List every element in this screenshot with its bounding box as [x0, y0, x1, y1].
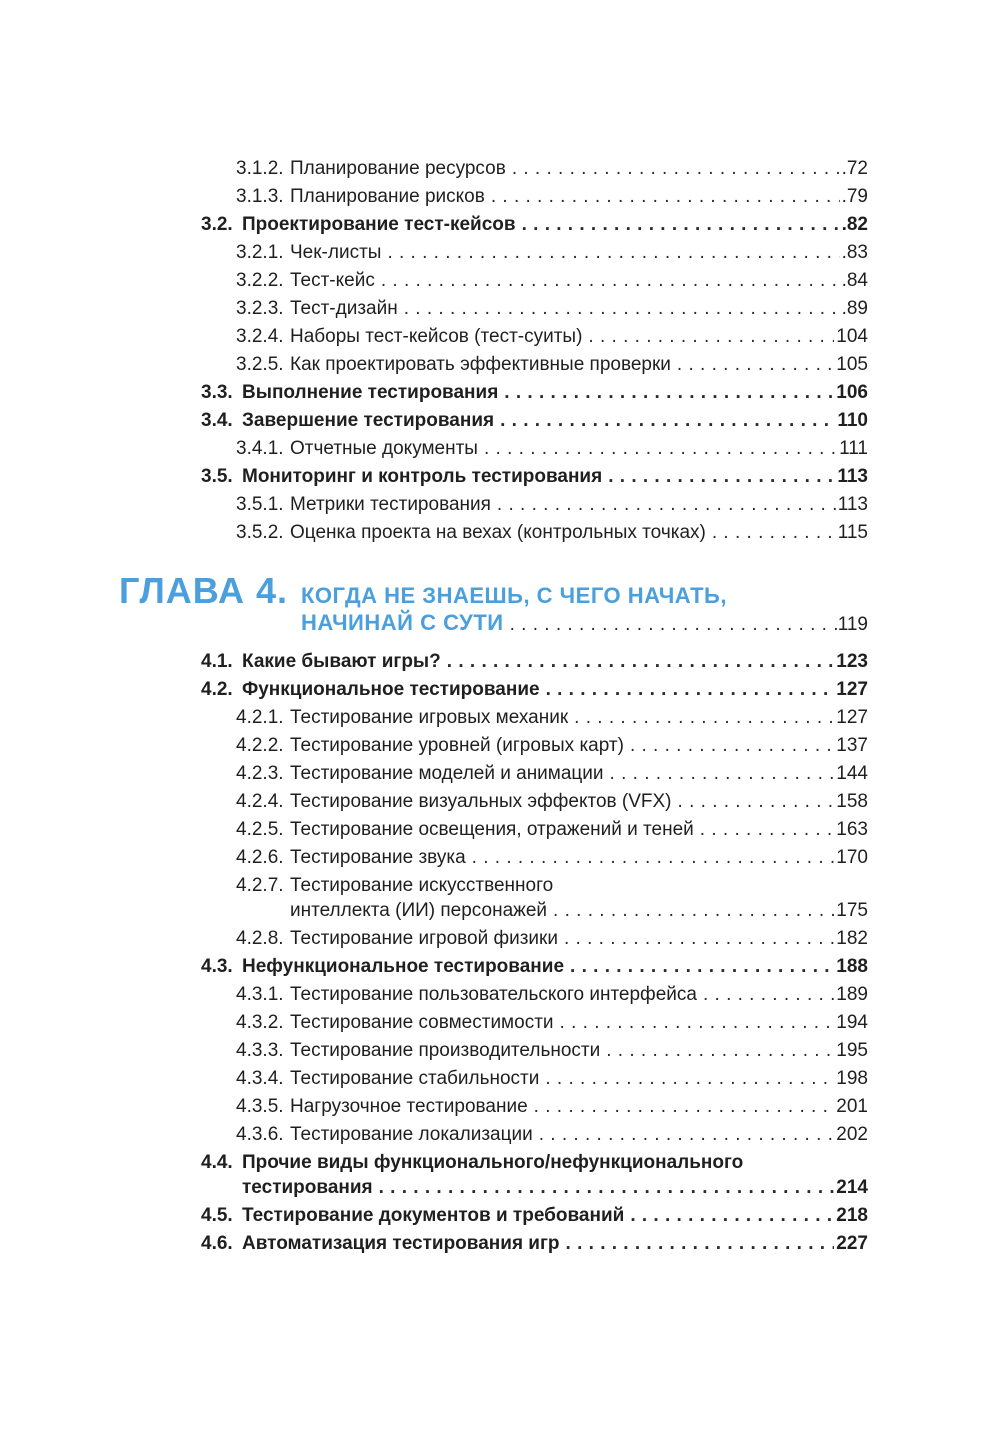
toc-entry[interactable]	[0, 211, 986, 239]
entry-number: 3.2.5.	[236, 354, 284, 375]
dot-leader	[630, 1202, 834, 1230]
dot-leader	[404, 295, 840, 323]
entry-number: 3.4.1.	[236, 438, 284, 459]
entry-number: 3.1.2.	[236, 158, 284, 179]
dot-leader	[484, 435, 837, 463]
entry-number: 3.5.	[201, 466, 233, 487]
chapter-title-row	[301, 608, 868, 640]
entry-number: 4.3.	[201, 956, 233, 977]
entry-page-number: 194	[834, 1009, 868, 1037]
entry-title: Чек-листы	[290, 239, 387, 267]
entry-title: Тестирование игровых механик	[290, 704, 574, 732]
entry-number: 4.2.1.	[236, 707, 284, 728]
entry-title: Тестирование искусственного	[290, 875, 554, 896]
entry-page-number: 201	[834, 1093, 868, 1121]
entry-page-number: 175	[834, 897, 868, 925]
dot-leader	[566, 1230, 835, 1258]
dot-leader	[678, 788, 835, 816]
dot-leader	[379, 1174, 835, 1202]
entry-title: Тестирование локализации	[290, 1121, 539, 1149]
entry-title: Какие бывают игры?	[242, 648, 447, 676]
entry-title: Завершение тестирования	[242, 407, 500, 435]
dot-leader	[570, 953, 834, 981]
toc-entry[interactable]	[0, 463, 986, 491]
entry-page-number: 182	[834, 925, 868, 953]
dot-leader	[630, 732, 834, 760]
entry-page-number: 170	[834, 844, 868, 872]
entry-page-number: 113	[835, 463, 868, 491]
toc-entry[interactable]	[0, 1149, 986, 1202]
entry-number: 3.5.1.	[236, 494, 284, 515]
toc-entry[interactable]	[0, 379, 986, 407]
entry-number: 4.2.4.	[236, 791, 284, 812]
dot-leader	[447, 648, 835, 676]
entry-title-continued: тестирования	[242, 1174, 379, 1202]
entry-page-number: 227	[834, 1230, 868, 1258]
toc-entry[interactable]	[0, 519, 986, 547]
entry-title: Тестирование звука	[290, 844, 472, 872]
entry-number: 4.1.	[201, 651, 233, 672]
entry-title: Отчетные документы	[290, 435, 484, 463]
entry-title: Тест-кейс	[290, 267, 381, 295]
toc-entry[interactable]	[0, 1230, 986, 1258]
entry-number: 3.2.3.	[236, 298, 284, 319]
entry-title: Автоматизация тестирования игр	[242, 1230, 566, 1258]
entry-number: 3.3.	[201, 382, 233, 403]
entry-number: 3.5.2.	[236, 522, 284, 543]
entry-page-number: 198	[834, 1065, 868, 1093]
chapter-title-line1: КОГДА НЕ ЗНАЕШЬ, С ЧЕГО НАЧАТЬ,	[301, 583, 727, 608]
dot-leader	[491, 183, 840, 211]
toc-entry[interactable]	[0, 648, 986, 676]
dot-leader	[560, 1009, 835, 1037]
dot-leader	[608, 463, 835, 491]
entry-number: 4.3.4.	[236, 1068, 284, 1089]
dot-leader	[546, 676, 835, 704]
entry-page-number: 115	[836, 519, 868, 547]
entry-number: 3.2.2.	[236, 270, 284, 291]
entry-number: 4.3.6.	[236, 1124, 284, 1145]
entry-page-number: 110	[835, 407, 868, 435]
entry-title: Нефункциональное тестирование	[242, 953, 570, 981]
entry-title: Тестирование производительности	[290, 1037, 606, 1065]
entry-title: Наборы тест-кейсов (тест-суиты)	[290, 323, 588, 351]
entry-number: 4.2.8.	[236, 928, 284, 949]
entry-number: 4.3.2.	[236, 1012, 284, 1033]
toc-entry[interactable]	[0, 1009, 986, 1037]
entry-title: Тестирование освещения, отражений и теней	[290, 816, 700, 844]
dot-leader	[606, 1037, 834, 1065]
entry-title: Тест-дизайн	[290, 295, 404, 323]
toc-entry[interactable]	[0, 1037, 986, 1065]
dot-leader	[553, 897, 834, 925]
dot-leader	[510, 610, 838, 640]
dot-leader	[522, 211, 840, 239]
entry-page-number: 127	[834, 704, 868, 732]
toc-entry[interactable]	[0, 491, 986, 519]
toc-entry[interactable]	[0, 1065, 986, 1093]
dot-leader	[512, 155, 840, 183]
entry-number: 4.3.3.	[236, 1040, 284, 1061]
entry-number: 3.2.4.	[236, 326, 284, 347]
toc-entry[interactable]	[0, 981, 986, 1009]
dot-leader	[545, 1065, 834, 1093]
entry-title: Мониторинг и контроль тестирования	[242, 463, 608, 491]
entry-title: Функциональное тестирование	[242, 676, 546, 704]
entry-number: 3.2.	[201, 214, 233, 235]
entry-number: 4.5.	[201, 1205, 233, 1226]
entry-title: Тестирование стабильности	[290, 1065, 545, 1093]
toc-entry[interactable]	[0, 295, 986, 323]
entry-title: Оценка проекта на вехах (контрольных точках)	[290, 519, 712, 547]
entry-number: 4.2.2.	[236, 735, 284, 756]
entry-title: Как проектировать эффективные проверки	[290, 351, 677, 379]
toc-entry[interactable]	[0, 183, 986, 211]
dot-leader	[564, 925, 834, 953]
toc-entry[interactable]	[0, 267, 986, 295]
toc-entry[interactable]	[0, 925, 986, 953]
entry-title: Выполнение тестирования	[242, 379, 504, 407]
entry-page-number: 113	[836, 491, 868, 519]
entry-title: Планирование ресурсов	[290, 155, 512, 183]
dot-leader	[497, 491, 836, 519]
dot-leader	[472, 844, 835, 872]
dot-leader	[712, 519, 836, 547]
toc-entry[interactable]	[0, 435, 986, 463]
entry-page-number: 104	[834, 323, 868, 351]
entry-page-number: .72	[840, 155, 868, 183]
entry-title: Прочие виды функционального/нефункционального	[242, 1152, 744, 1173]
entry-page-number: 214	[834, 1174, 868, 1202]
entry-number: 4.3.1.	[236, 984, 284, 1005]
toc-entry[interactable]	[0, 844, 986, 872]
chapter-label: ГЛАВА 4.	[119, 570, 288, 611]
entry-title: Нагрузочное тестирование	[290, 1093, 534, 1121]
entry-page-number: 195	[834, 1037, 868, 1065]
entry-page-number: .89	[840, 295, 868, 323]
entry-page-number: .82	[840, 211, 868, 239]
toc-entry[interactable]	[0, 816, 986, 844]
dot-leader	[504, 379, 834, 407]
chapter-title-line2: НАЧИНАЙ С СУТИ	[301, 610, 504, 635]
entry-title: Проектирование тест-кейсов	[242, 211, 522, 239]
entry-title: Тестирование уровней (игровых карт)	[290, 732, 630, 760]
entry-number: 4.2.	[201, 679, 233, 700]
entry-title: Тестирование моделей и анимации	[290, 760, 610, 788]
toc-entry[interactable]	[0, 407, 986, 435]
dot-leader	[500, 407, 835, 435]
entry-number: 4.4.	[201, 1152, 233, 1173]
entry-number: 4.3.5.	[236, 1096, 284, 1117]
entry-page-number: 188	[834, 953, 868, 981]
entry-page-number: 144	[834, 760, 868, 788]
entry-number: 4.2.6.	[236, 847, 284, 868]
dot-leader	[539, 1121, 835, 1149]
toc-entry[interactable]	[0, 1202, 986, 1230]
entry-number: 4.6.	[201, 1233, 233, 1254]
toc-entry[interactable]	[0, 788, 986, 816]
entry-title-continued: интеллекта (ИИ) персонажей	[290, 897, 553, 925]
toc-entry[interactable]	[0, 1121, 986, 1149]
entry-page-number: 111	[837, 435, 868, 463]
entry-page-number: 218	[834, 1202, 868, 1230]
entry-number: 3.1.3.	[236, 186, 284, 207]
entry-page-number: 105	[834, 351, 868, 379]
toc-entry[interactable]	[0, 351, 986, 379]
dot-leader	[387, 239, 839, 267]
dot-leader	[534, 1093, 835, 1121]
toc-entry[interactable]	[0, 704, 986, 732]
entry-number: 3.4.	[201, 410, 233, 431]
toc-entry[interactable]	[0, 676, 986, 704]
entry-page-number: 189	[834, 981, 868, 1009]
entry-page-number: 127	[834, 676, 868, 704]
dot-leader	[381, 267, 840, 295]
entry-number: 4.2.3.	[236, 763, 284, 784]
entry-number: 3.2.1.	[236, 242, 284, 263]
entry-page-number: 106	[834, 379, 868, 407]
toc-entry[interactable]	[0, 239, 986, 267]
toc-entry[interactable]	[0, 760, 986, 788]
chapter-page-number: 119	[837, 614, 868, 635]
entry-title: Тестирование визуальных эффектов (VFX)	[290, 788, 678, 816]
dot-leader	[574, 704, 834, 732]
entry-title: Метрики тестирования	[290, 491, 497, 519]
entry-page-number: 137	[834, 732, 868, 760]
toc-entry[interactable]	[0, 1093, 986, 1121]
toc-entry[interactable]	[0, 872, 986, 925]
toc-entry[interactable]	[0, 155, 986, 183]
dot-leader	[703, 981, 834, 1009]
entry-page-number: 158	[834, 788, 868, 816]
toc-entry[interactable]	[0, 732, 986, 760]
entry-title: Планирование рисков	[290, 183, 491, 211]
entry-page-number: 163	[834, 816, 868, 844]
dot-leader	[588, 323, 834, 351]
entry-page-number: .83	[840, 239, 868, 267]
entry-number: 4.2.5.	[236, 819, 284, 840]
toc-entry[interactable]	[0, 953, 986, 981]
entry-page-number: 202	[834, 1121, 868, 1149]
dot-leader	[677, 351, 834, 379]
entry-title: Тестирование документов и требований	[242, 1202, 630, 1230]
entry-page-number: .79	[840, 183, 868, 211]
entry-title: Тестирование совместимости	[290, 1009, 560, 1037]
entry-title: Тестирование пользовательского интерфейса	[290, 981, 703, 1009]
toc-entry[interactable]	[0, 323, 986, 351]
entry-page-number: .84	[840, 267, 868, 295]
entry-page-number: 123	[834, 648, 868, 676]
entry-number: 4.2.7.	[236, 875, 284, 896]
entry-title: Тестирование игровой физики	[290, 925, 564, 953]
dot-leader	[700, 816, 835, 844]
dot-leader	[610, 760, 835, 788]
